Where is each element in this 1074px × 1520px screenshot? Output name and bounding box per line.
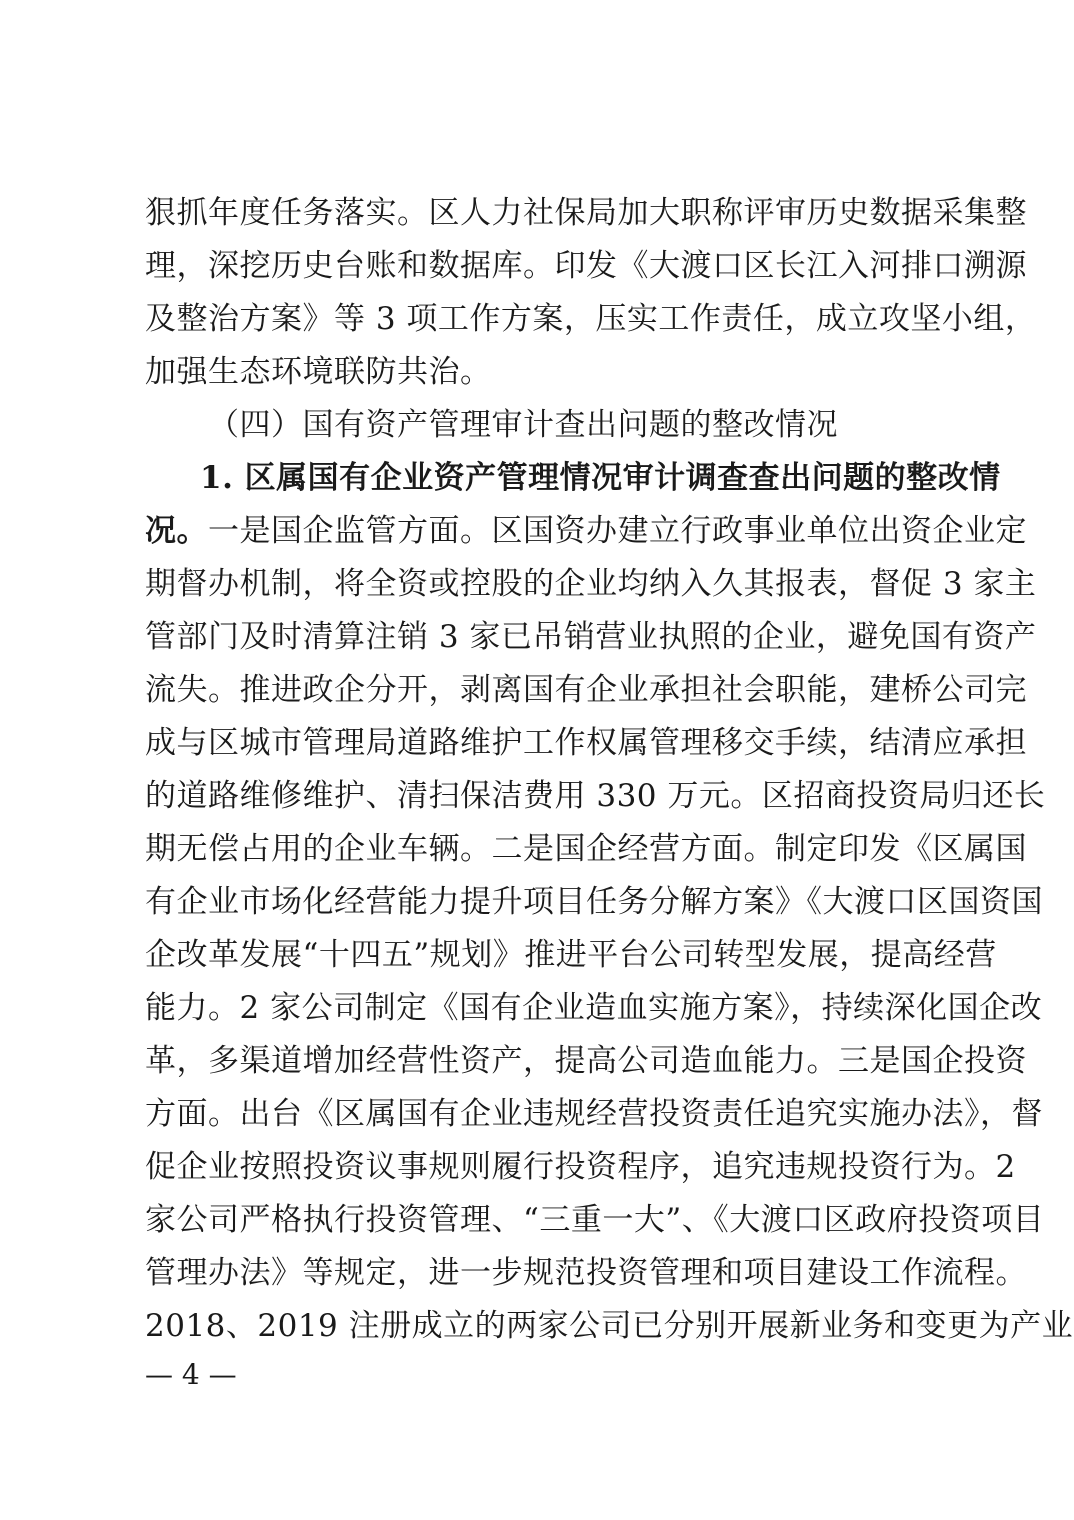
body-text-line: 及整治方案》等 3 项工作方案，压实工作责任，成立攻坚小组，: [145, 301, 1037, 337]
body-text-segment: 一是国企监管方面。区国资办建立行政事业单位出资企业定: [208, 513, 1027, 549]
body-text-line: 狠抓年度任务落实。区人力社保局加大职称评审历史数据采集整: [145, 195, 1027, 231]
body-text-line: 加强生态环境联防共治。: [145, 354, 492, 390]
body-text-line: 家公司严格执行投资管理、“三重一大”、《大渡口区政府投资项目: [145, 1202, 1045, 1238]
subsection-heading-continued: 况。: [145, 513, 208, 549]
body-text-line: 方面。出台《区属国有企业违规经营投资责任追究实施办法》，督: [145, 1096, 1043, 1132]
body-text-line: 成与区城市管理局道路维护工作权属管理移交手续，结清应承担: [145, 725, 1027, 761]
body-text-line: 促企业按照投资议事规则履行投资程序，追究违规投资行为。2: [145, 1149, 1016, 1185]
body-text-line: 管部门及时清算注销 3 家已吊销营业执照的企业，避免国有资产: [145, 619, 1037, 655]
body-text-line: 管理办法》等规定，进一步规范投资管理和项目建设工作流程。: [145, 1255, 1027, 1291]
body-text-line: 2018、2019 注册成立的两家公司已分别开展新业务和变更为产业: [145, 1308, 1074, 1344]
body-text-line: 期无偿占用的企业车辆。二是国企经营方面。制定印发《区属国: [145, 831, 1027, 867]
body-text-line: 革，多渠道增加经营性资产，提高公司造血能力。三是国企投资: [145, 1043, 1027, 1079]
body-text-line: 的道路维修维护、清扫保洁费用 330 万元。区招商投资局归还长: [145, 778, 1046, 814]
page-number: — 4 —: [145, 1358, 237, 1391]
body-text-line: 理，深挖历史台账和数据库。印发《大渡口区长江入河排口溯源: [145, 248, 1027, 284]
subsection-heading: 1. 区属国有企业资产管理情况审计调查查出问题的整改情: [200, 460, 1001, 496]
body-text-line: 有企业市场化经营能力提升项目任务分解方案》《大渡口区国资国: [145, 884, 1043, 920]
body-text-line: 企改革发展“十四五”规划》推进平台公司转型发展，提高经营: [145, 937, 997, 973]
body-text-line: [145, 506, 1027, 556]
body-text-line: 能力。2 家公司制定《国有企业造血实施方案》，持续深化国企改: [145, 990, 1043, 1026]
section-heading: （四）国有资产管理审计查出问题的整改情况: [208, 407, 838, 443]
body-text-line: 流失。推进政企分开，剥离国有企业承担社会职能，建桥公司完: [145, 672, 1027, 708]
body-text-line: 期督办机制，将全资或控股的企业均纳入久其报表，督促 3 家主: [145, 566, 1037, 602]
